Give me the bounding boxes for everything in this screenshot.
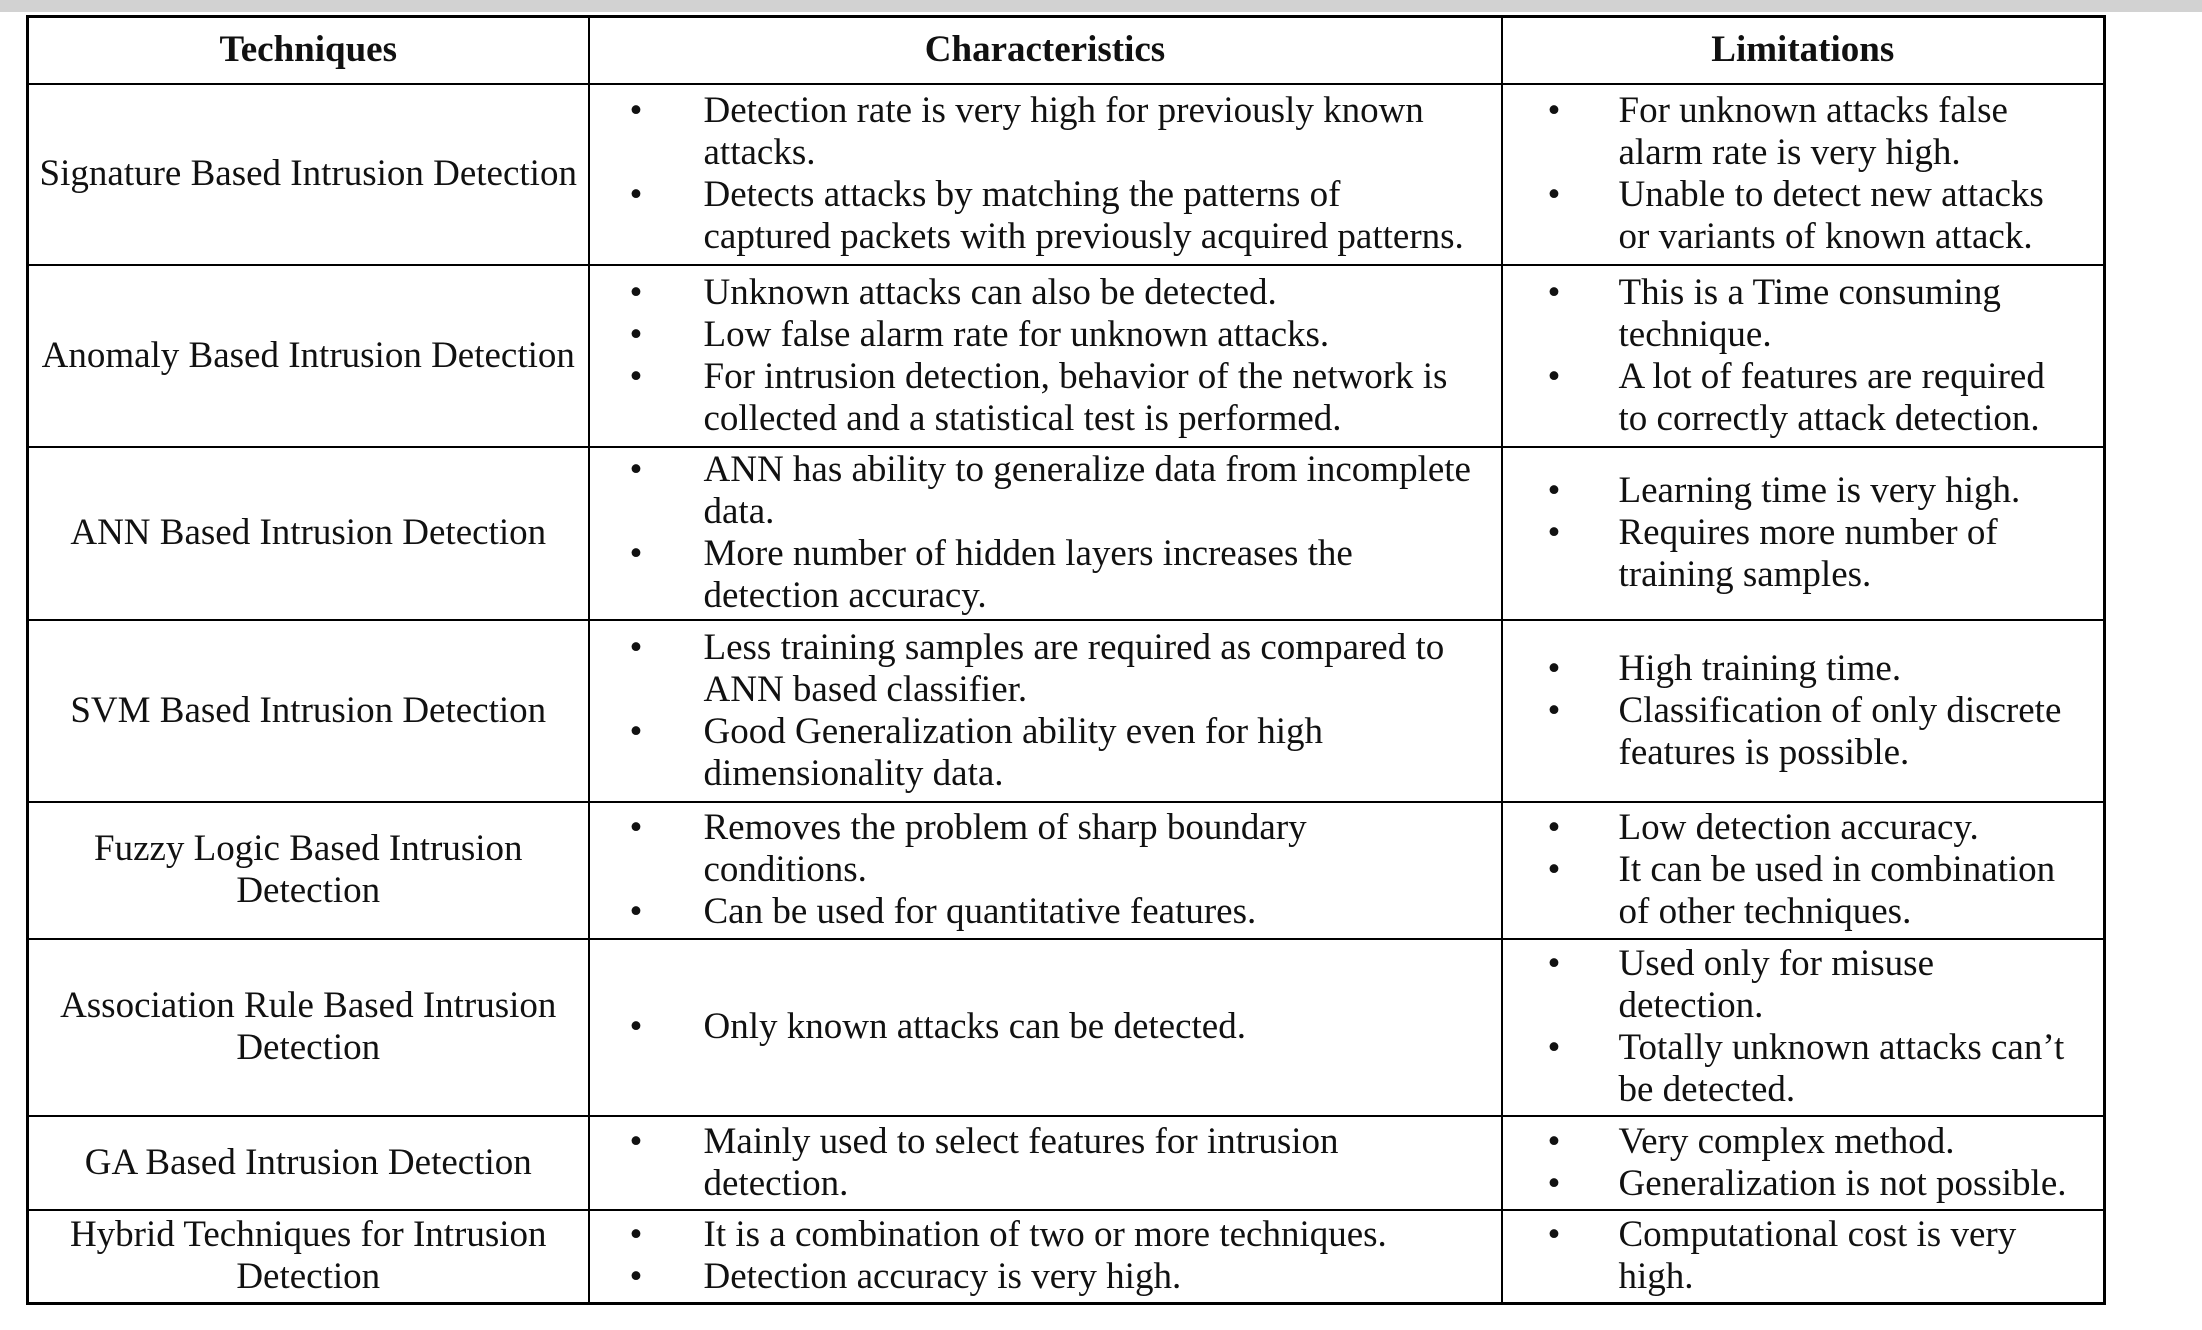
bullet-icon: • xyxy=(629,710,643,752)
bullet-icon: • xyxy=(1547,647,1561,689)
bullet-text: Unable to detect new attacks or variants of known attack. xyxy=(1618,174,2044,257)
bullet-icon: • xyxy=(629,533,643,574)
bullet-text: A lot of features are required to correctly attack detection. xyxy=(1618,355,2045,439)
bullet-text: It can be used in combination of other techniques. xyxy=(1618,849,2056,932)
bullet-item xyxy=(1503,1163,2104,1205)
technique-cell: ANN Based Intrusion Detection xyxy=(28,447,589,620)
header-cell-limitations: Limitations xyxy=(1502,17,2105,84)
bullet-icon: • xyxy=(629,807,643,848)
bullet-icon: • xyxy=(1547,174,1561,215)
bullet-text: For intrusion detection, behavior of the network is collected and a statistical test is performed. xyxy=(703,355,1448,439)
bullet-item xyxy=(1503,849,2104,933)
characteristics-cell xyxy=(589,620,1502,802)
table-row xyxy=(28,620,2105,802)
bullet-icon: • xyxy=(629,1120,643,1162)
bullet-icon: • xyxy=(629,90,643,131)
bullet-icon: • xyxy=(629,174,643,215)
bullet-icon: • xyxy=(629,355,643,397)
bullet-item xyxy=(1503,1027,2104,1111)
bullet-icon: • xyxy=(1547,271,1561,313)
bullet-text: It is a combination of two or more techniques. xyxy=(703,1214,1387,1256)
bullet-text: Detects attacks by matching the patterns of captured packets with previously acquired patterns. xyxy=(703,174,1464,257)
bullet-text: Unknown attacks can also be detected. xyxy=(703,271,1277,313)
limitations-cell xyxy=(1502,1116,2105,1210)
bullet-icon: • xyxy=(1547,1120,1561,1162)
bullet-text: Good Generalization ability even for high dimensionality data. xyxy=(703,710,1324,794)
table-row xyxy=(28,802,2105,939)
header-row xyxy=(28,17,2105,84)
bullet-text: Mainly used to select features for intrusion detection. xyxy=(703,1120,1339,1204)
bullet-icon: • xyxy=(629,449,643,490)
table-row xyxy=(28,1116,2105,1210)
limitations-cell xyxy=(1502,939,2105,1116)
bullet-icon: • xyxy=(1547,849,1561,890)
bullet-text: Can be used for quantitative features. xyxy=(703,891,1257,932)
bullet-item xyxy=(590,711,1501,795)
bullet-item xyxy=(1503,807,2104,849)
bullet-text: Less training samples are required as compared to ANN based classifier. xyxy=(703,626,1445,710)
bullet-icon: • xyxy=(629,1006,643,1047)
characteristics-cell xyxy=(589,447,1502,620)
bullet-text: For unknown attacks false alarm rate is very high. xyxy=(1618,90,2008,173)
bullet-text: Generalization is not possible. xyxy=(1618,1162,2067,1204)
bullet-icon: • xyxy=(1547,943,1561,984)
bullet-icon: • xyxy=(1547,1214,1561,1256)
characteristics-cell xyxy=(589,939,1502,1116)
bullet-item xyxy=(590,449,1501,533)
bullet-text: Totally unknown attacks can’t be detected. xyxy=(1618,1027,2065,1110)
technique-cell: Anomaly Based Intrusion Detection xyxy=(28,265,589,447)
bullet-item xyxy=(590,1256,1501,1298)
bullet-icon: • xyxy=(629,891,643,932)
technique-cell: SVM Based Intrusion Detection xyxy=(28,620,589,802)
bullet-icon: • xyxy=(1547,1162,1561,1204)
characteristics-cell xyxy=(589,802,1502,939)
bullet-icon: • xyxy=(629,271,643,313)
bullet-item xyxy=(1503,690,2104,774)
limitations-cell xyxy=(1502,620,2105,802)
scan-edge-artifact xyxy=(0,0,2202,12)
limitations-cell xyxy=(1502,802,2105,939)
bullet-icon: • xyxy=(1547,1027,1561,1068)
bullet-item xyxy=(1503,1214,2104,1298)
bullet-icon: • xyxy=(629,313,643,355)
technique-cell: Association Rule Based Intrusion Detection xyxy=(28,939,589,1116)
bullet-item xyxy=(1503,356,2104,440)
bullet-text: Very complex method. xyxy=(1618,1120,1955,1162)
bullet-text: Learning time is very high. xyxy=(1618,470,2021,511)
bullet-item xyxy=(590,533,1501,617)
bullet-item xyxy=(590,1214,1501,1256)
limitations-cell xyxy=(1502,84,2105,265)
bullet-text: More number of hidden layers increases the detection accuracy. xyxy=(703,533,1353,616)
bullet-text: High training time. xyxy=(1618,647,1902,689)
table-row xyxy=(28,265,2105,447)
characteristics-cell xyxy=(589,84,1502,265)
bullet-item xyxy=(1503,90,2104,174)
bullet-icon: • xyxy=(1547,90,1561,131)
bullet-icon: • xyxy=(629,1214,643,1256)
bullet-text: Only known attacks can be detected. xyxy=(703,1006,1246,1047)
bullet-text: Requires more number of training samples. xyxy=(1618,512,1998,595)
bullet-item xyxy=(1503,272,2104,356)
bullet-text: ANN has ability to generalize data from incomplete data. xyxy=(703,449,1471,532)
table-row xyxy=(28,84,2105,265)
technique-cell: Hybrid Techniques for Intrusion Detection xyxy=(28,1210,589,1304)
bullet-text: Detection rate is very high for previously known attacks. xyxy=(703,90,1424,173)
bullet-text: Low false alarm rate for unknown attacks. xyxy=(703,313,1330,355)
bullet-icon: • xyxy=(1547,355,1561,397)
bullet-text: Classification of only discrete features is possible. xyxy=(1618,689,2062,773)
limitations-cell xyxy=(1502,447,2105,620)
characteristics-cell xyxy=(589,1116,1502,1210)
bullet-item xyxy=(1503,943,2104,1027)
bullet-item xyxy=(590,356,1501,440)
characteristics-cell xyxy=(589,1210,1502,1304)
bullet-icon: • xyxy=(1547,512,1561,553)
bullet-text: This is a Time consuming technique. xyxy=(1618,271,2001,355)
bullet-item xyxy=(590,627,1501,711)
bullet-item xyxy=(1503,174,2104,258)
bullet-icon: • xyxy=(629,1256,643,1298)
bullet-item xyxy=(1503,470,2104,512)
bullet-item xyxy=(590,174,1501,258)
bullet-item xyxy=(590,807,1501,891)
bullet-text: Detection accuracy is very high. xyxy=(703,1256,1182,1298)
technique-cell: GA Based Intrusion Detection xyxy=(28,1116,589,1210)
bullet-item xyxy=(590,1006,1501,1048)
bullet-text: Removes the problem of sharp boundary conditions. xyxy=(703,807,1307,890)
table-row xyxy=(28,1210,2105,1304)
bullet-text: Computational cost is very high. xyxy=(1618,1214,2017,1298)
limitations-cell xyxy=(1502,265,2105,447)
technique-cell: Signature Based Intrusion Detection xyxy=(28,84,589,265)
bullet-item xyxy=(590,891,1501,933)
table-row xyxy=(28,939,2105,1116)
bullet-icon: • xyxy=(1547,807,1561,848)
bullet-item xyxy=(590,272,1501,314)
characteristics-cell xyxy=(589,265,1502,447)
technique-cell: Fuzzy Logic Based Intrusion Detection xyxy=(28,802,589,939)
bullet-item xyxy=(1503,1121,2104,1163)
bullet-item xyxy=(1503,648,2104,690)
bullet-item xyxy=(590,1121,1501,1205)
limitations-cell xyxy=(1502,1210,2105,1304)
bullet-text: Low detection accuracy. xyxy=(1618,807,1979,848)
bullet-item xyxy=(590,90,1501,174)
header-cell-techniques: Techniques xyxy=(28,17,589,84)
table-row xyxy=(28,447,2105,620)
bullet-icon: • xyxy=(1547,689,1561,731)
bullet-item xyxy=(590,314,1501,356)
bullet-icon: • xyxy=(1547,470,1561,511)
bullet-item xyxy=(1503,512,2104,596)
bullet-text: Used only for misuse detection. xyxy=(1618,943,1934,1026)
bullet-icon: • xyxy=(629,626,643,668)
intrusion-detection-comparison-table xyxy=(26,15,2106,1305)
header-cell-characteristics: Characteristics xyxy=(589,17,1502,84)
